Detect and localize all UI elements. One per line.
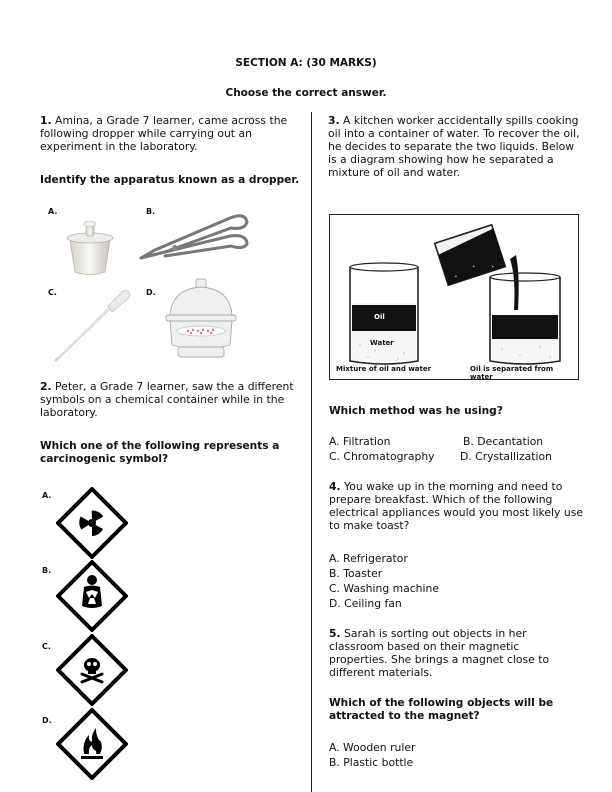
water-label: Water — [370, 339, 394, 347]
q4-option-b[interactable]: B. Toaster — [329, 567, 383, 580]
q1-option-d-label: D. — [146, 288, 156, 297]
q5-option-a[interactable]: A. Wooden ruler — [329, 741, 416, 754]
question-5-body: Sarah is sorting out objects in her classroom based on their magnetic properties. She brings a magnet close to different materials. — [329, 627, 550, 679]
q3-option-b[interactable]: B. Decantation — [463, 435, 544, 448]
q1-option-b-label: B. — [146, 207, 156, 216]
question-3-text — [328, 114, 584, 179]
crucible-icon — [60, 210, 120, 278]
question-4-number: 4. — [329, 480, 341, 493]
q2-option-a-label: A. — [42, 491, 52, 500]
question-2-body: Peter, a Grade 7 learner, saw the a different symbols on a chemical container while in the laboratory. — [40, 380, 294, 419]
column-divider — [311, 112, 312, 792]
dropper-icon — [52, 288, 132, 363]
question-1-body: Amina, a Grade 7 learner, came across the following dropper while carrying out an experiment in the laboratory. — [40, 114, 288, 153]
q5-option-b[interactable]: B. Plastic bottle — [329, 756, 414, 769]
q4-option-d[interactable]: D. Ceiling fan — [329, 597, 402, 610]
q3-option-a[interactable]: A. Filtration — [329, 435, 391, 448]
q2-option-d-label: D. — [42, 716, 52, 725]
question-5-prompt: Which of the following objects will be attracted to the magnet? — [329, 697, 554, 722]
tongs-icon — [135, 208, 255, 266]
mixture-caption: Mixture of oil and water — [336, 365, 432, 373]
q4-option-a[interactable]: A. Refrigerator — [329, 552, 408, 565]
skull-crossbones-icon — [56, 634, 128, 706]
question-3-number: 3. — [328, 114, 340, 127]
desiccator-icon — [160, 275, 242, 365]
question-5-text — [329, 627, 579, 679]
question-2-number: 2. — [40, 380, 52, 393]
health-hazard-icon — [56, 560, 128, 632]
q3-option-c[interactable]: C. Chromatography — [329, 450, 435, 463]
oil-label: Oil — [374, 313, 385, 321]
instruction: Choose the correct answer. — [225, 87, 387, 99]
q1-option-a-label: A. — [48, 207, 58, 216]
section-title: SECTION A: (30 MARKS) — [235, 57, 377, 69]
question-3-body: A kitchen worker accidentally spills cooking oil into a container of water. To recover the oil, he decides to separate the two liquids. Below is a diagram showing how he separated a mixture of oil and water. — [328, 114, 580, 179]
decantation-diagram — [329, 214, 579, 380]
question-4-body: You wake up in the morning and need to prepare breakfast. Which of the following electrical appliances would you most likely use to make toast? — [329, 480, 583, 532]
separated-caption: Oil is separated from water — [470, 365, 554, 381]
radiation-hazard-icon — [56, 487, 128, 559]
question-1-text — [40, 114, 298, 153]
question-1-prompt: Identify the apparatus known as a dropper. — [40, 174, 300, 186]
question-3-prompt: Which method was he using? — [329, 405, 503, 417]
question-2-prompt: Which one of the following represents a carcinogenic symbol? — [40, 440, 280, 465]
q2-option-c-label: C. — [42, 642, 51, 651]
q4-option-c[interactable]: C. Washing machine — [329, 582, 439, 595]
separated-oil-beaker — [490, 273, 560, 364]
q1-option-c-label: C. — [48, 288, 57, 297]
pouring-beaker — [435, 225, 506, 285]
question-2-text — [40, 380, 302, 419]
q2-option-b-label: B. — [42, 566, 52, 575]
oil-stream — [510, 255, 519, 310]
question-1-number: 1. — [40, 114, 52, 127]
question-5-number: 5. — [329, 627, 341, 640]
flammable-icon — [56, 708, 128, 780]
decantation-illustration — [330, 215, 578, 379]
question-4-text — [329, 480, 585, 532]
q3-option-d[interactable]: D. Crystallization — [460, 450, 552, 463]
